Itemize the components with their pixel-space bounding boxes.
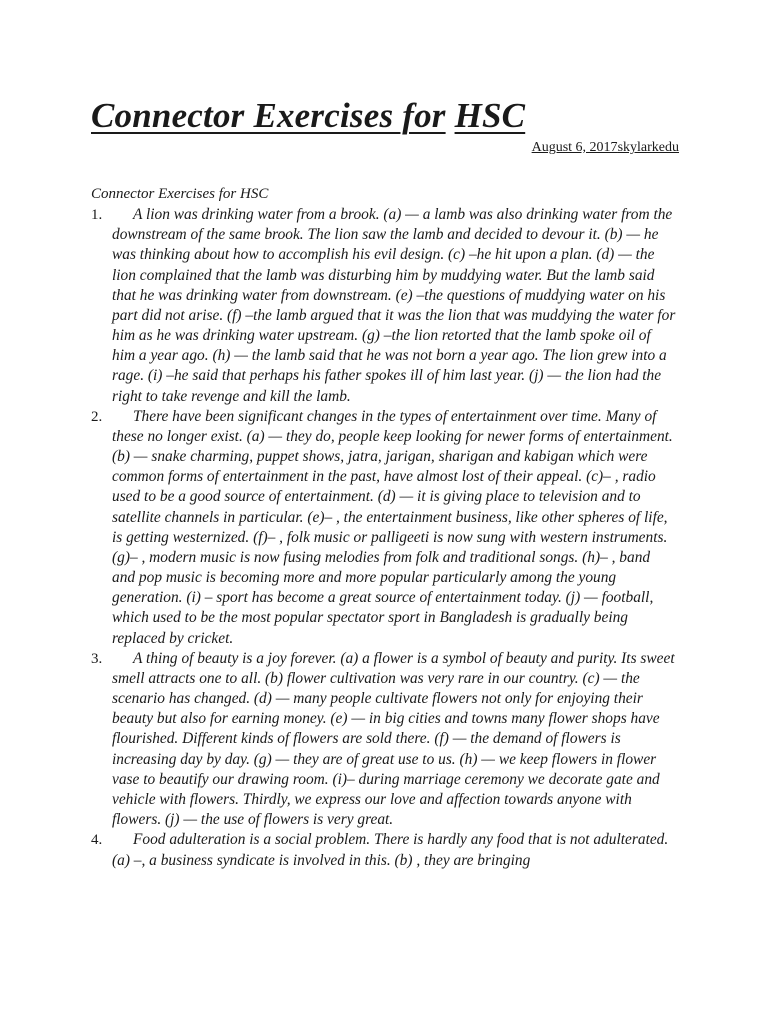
exercise-item xyxy=(91,649,676,831)
exercise-item xyxy=(91,830,676,870)
title-tag-link[interactable]: HSC xyxy=(454,96,526,135)
exercise-item xyxy=(91,205,676,407)
post-author-link[interactable]: skylarkedu xyxy=(617,140,679,155)
post-meta xyxy=(532,138,679,158)
section-subheading: Connector Exercises for HSC xyxy=(91,186,269,202)
title-main: Connector Exercises for xyxy=(91,96,446,135)
exercise-number: 2. xyxy=(91,408,103,425)
exercise-text: A lion was drinking water from a brook. (a) — a lamb was also drinking water from the downstream of the same brook. The lion saw the lamb and decided to devour it. (b) — he was thinking about how to accomplish his evil design. (c) –he hit upon a plan. (d) — the lion complained that the lamb was disturbing him by muddying water. But the lamb said that he was drinking water from downstream. (e) –the questions of muddying water on his part did not arise. (f) –the lamb argued that it was the lion that was muddying the water for him as he was drinking water upstream. (g) –the lion retorted that the lamb spoke oil of him a year ago. (h) — the lamb said that he was not born a year ago. The lion grew into a rage. (i) –he said that perhaps his father spokes ill of him last year. (j) — the lion had the right to take revenge and kill the lamb. xyxy=(112,206,676,405)
exercise-text: There have been significant changes in the types of entertainment over time. Many of these no longer exist. (a) — they do, people keep looking for newer forms of entertainment. (b) — snake charming, puppet shows, jatra, jarigan, sharigan and kabigan which were common forms of entertainment in the past, have almost lost of their appeal. (c)– , radio used to be a good source of entertainment. (d) — it is giving place to television and to satellite channels in particular. (e)– , the entertainment business, like other spheres of life, is getting westernized. (f)– , folk music or palligeeti is now sung with western instruments. (g)– , modern music is now fusing melodies from folk and traditional songs. (h)– , band and pop music is becoming more and more popular particularly among the young generation. (i) – sport has become a great source of entertainment today. (j) — football, which used to be the most popular spectator sport in Bangladesh is gradually being replaced by cricket. xyxy=(112,407,673,647)
exercise-list xyxy=(91,205,676,871)
exercise-number: 1. xyxy=(91,207,103,223)
page-title xyxy=(91,92,525,140)
exercise-item xyxy=(91,407,676,649)
post-date-link[interactable]: August 6, 2017 xyxy=(531,140,618,155)
exercise-text: A thing of beauty is a joy forever. (a) a flower is a symbol of beauty and purity. Its sweet smell attracts one to all. (b) flower cultivation was very rare in our country. (c) — the scenario has changed. (d) — many people cultivate flowers not only for enjoying their beauty but also for earning money. (e) — in big cities and towns many flower shops have flourished. Different kinds of flowers are sold there. (f) — the demand of flowers is increasing day by day. (g) — they are of great use to us. (h) — we keep flowers in flower vase to beautify our drawing room. (i)– during marriage ceremony we decorate gate and vehicle with flowers. Thirdly, we express our love and affection towards anyone with flowers. (j) — the use of flowers is very great. xyxy=(112,649,675,829)
exercise-text: Food adulteration is a social problem. There is hardly any food that is not adulterated. (a) –, a business syndicate is involved in this. (b) , they are bringing xyxy=(112,831,669,869)
exercise-number: 3. xyxy=(91,650,103,667)
exercise-number: 4. xyxy=(91,832,103,849)
